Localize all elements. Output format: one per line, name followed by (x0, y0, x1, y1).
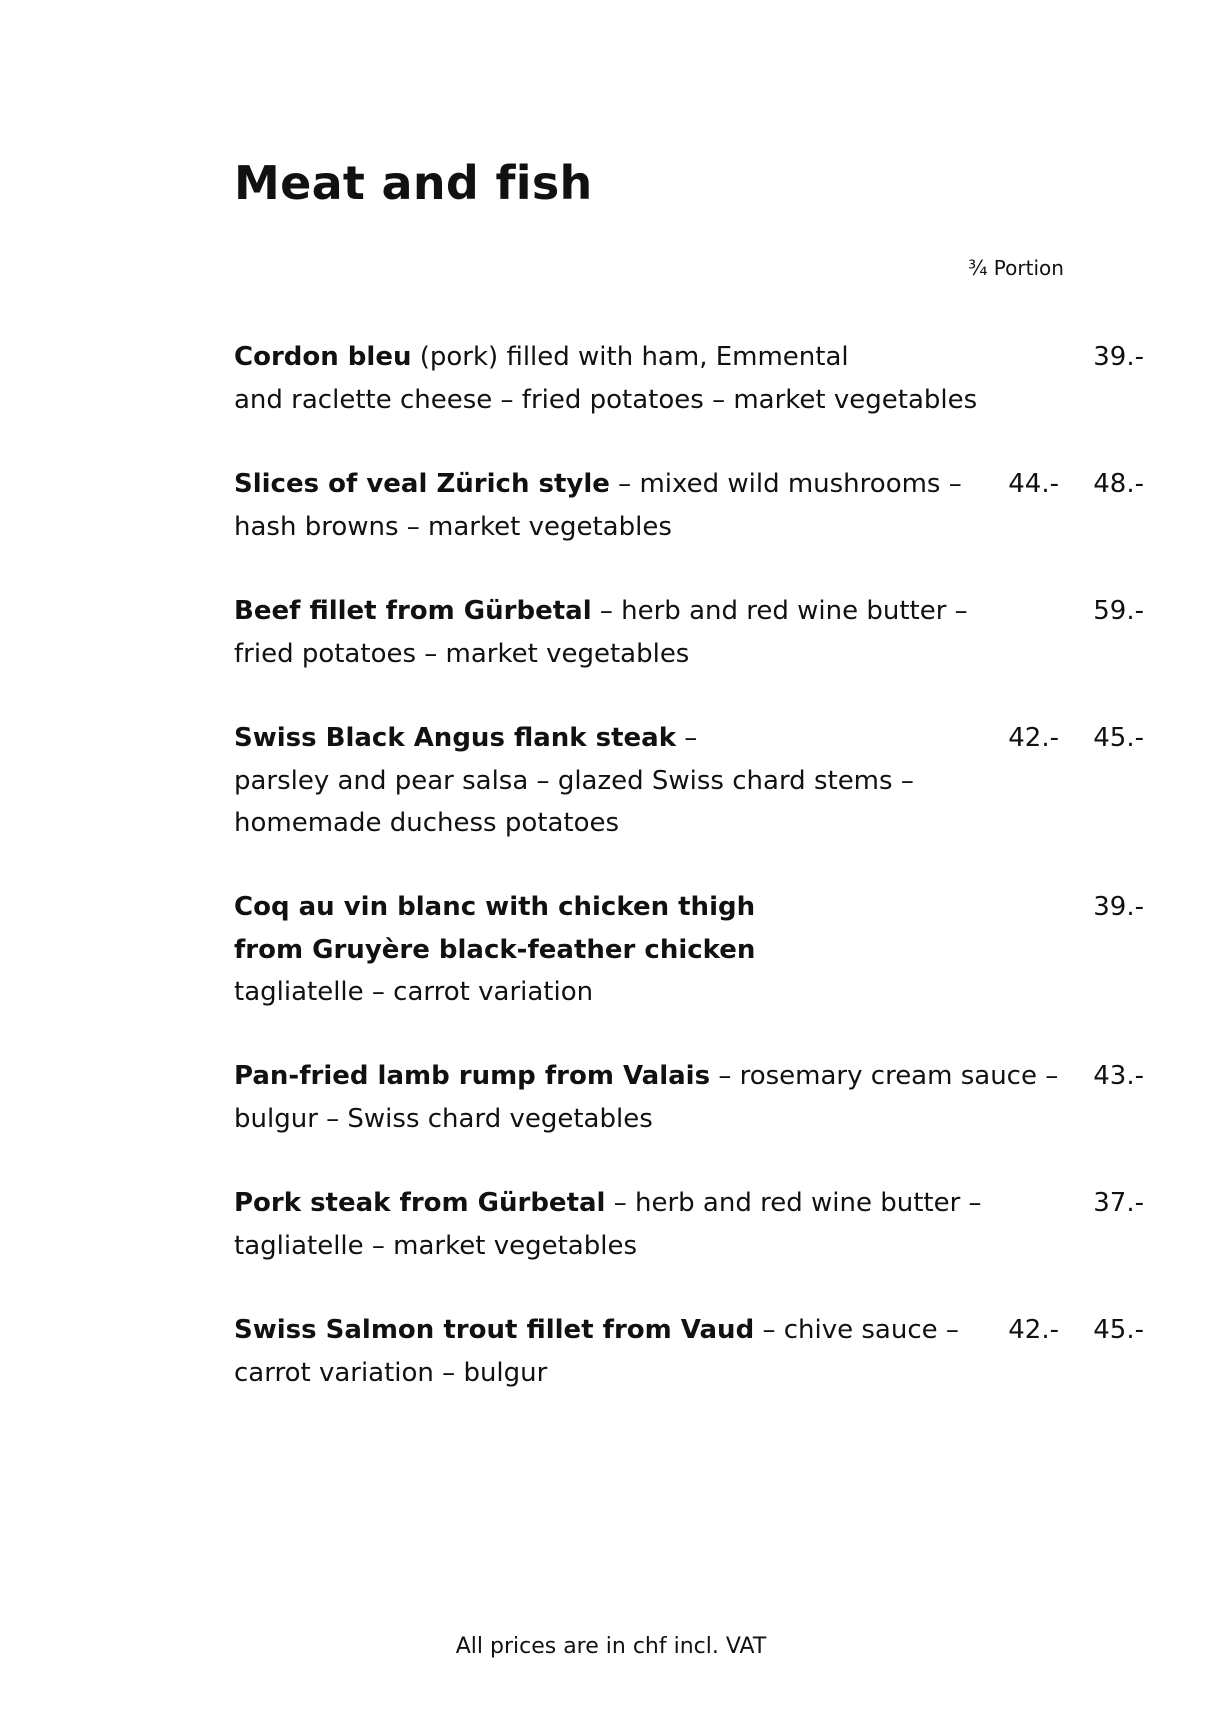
dish-name: Pan-fried lamb rump from Valais (234, 1061, 711, 1091)
portion-price: 42.- (1008, 723, 1059, 753)
portion-column-header: ¾ Portion (968, 256, 1064, 280)
menu-item (234, 886, 1144, 1014)
menu-item (234, 1182, 1144, 1267)
dish-detail: and raclette cheese – fried potatoes – market vegetables (234, 384, 978, 415)
menu-item-description (234, 717, 1064, 845)
description-line (234, 379, 1064, 422)
dish-name: Swiss Black Angus flank steak (234, 723, 677, 753)
dish-detail: – (676, 723, 698, 753)
dish-name: Pork steak from Gürbetal (234, 1188, 606, 1218)
full-price: 45.- (1093, 1315, 1144, 1345)
dish-detail: – mixed wild mushrooms – (609, 469, 962, 499)
description-line (234, 971, 1064, 1014)
full-price: 37.- (1093, 1188, 1144, 1218)
dish-name: Cordon bleu (234, 342, 412, 372)
full-price: 48.- (1093, 469, 1144, 499)
dish-detail: bulgur – Swiss chard vegetables (234, 1103, 653, 1134)
description-line (234, 1098, 1064, 1141)
description-line (234, 1182, 1064, 1225)
description-line (234, 463, 1064, 506)
dish-detail: homemade duchess potatoes (234, 808, 620, 838)
full-price: 43.- (1093, 1061, 1144, 1091)
menu-item-description (234, 336, 1064, 421)
menu-item-description (234, 590, 1064, 675)
description-line (234, 506, 1064, 549)
description-line (234, 886, 1064, 929)
full-price: 39.- (1093, 342, 1144, 372)
menu-item (234, 1309, 1144, 1394)
description-line (234, 802, 1064, 845)
menu-item-description (234, 1309, 1064, 1394)
description-line (234, 336, 1064, 379)
menu-item-description (234, 463, 1064, 548)
menu-item-description (234, 1182, 1064, 1267)
portion-price: 44.- (1008, 469, 1059, 499)
dish-detail: tagliatelle – market vegetables (234, 1230, 637, 1261)
dish-name: Beef fillet from Gürbetal (234, 596, 592, 626)
description-line (234, 633, 1064, 676)
dish-detail: hash browns – market vegetables (234, 511, 672, 542)
full-price: 39.- (1093, 892, 1144, 922)
dish-detail: parsley and pear salsa – glazed Swiss chard stems – (234, 765, 914, 796)
portion-price: 42.- (1008, 1315, 1059, 1345)
description-line (234, 1225, 1064, 1268)
dish-detail: – herb and red wine butter – (591, 596, 968, 626)
menu-item (234, 590, 1144, 675)
dish-detail: – rosemary cream sauce – (710, 1061, 1059, 1091)
dish-detail: (pork) filled with ham, Emmental (411, 342, 849, 372)
footer-note: All prices are in chf incl. VAT (455, 1634, 767, 1659)
description-line (234, 1352, 1064, 1395)
dish-detail: tagliatelle – carrot variation (234, 977, 594, 1007)
menu-item (234, 336, 1144, 421)
description-line (234, 590, 1064, 633)
description-line (234, 1309, 1064, 1352)
full-price: 45.- (1093, 723, 1144, 753)
dish-name: from Gruyère black-feather chicken (234, 934, 756, 965)
dish-name: Slices of veal Zürich style (234, 469, 610, 499)
menu-item (234, 1055, 1144, 1140)
menu-item (234, 463, 1144, 548)
dish-detail: fried potatoes – market vegetables (234, 638, 690, 669)
description-line (234, 760, 1064, 803)
full-price: 59.- (1093, 596, 1144, 626)
description-line (234, 1055, 1064, 1098)
dish-detail: – herb and red wine butter – (605, 1188, 982, 1218)
page-title: Meat and fish (234, 156, 593, 210)
description-line (234, 717, 1064, 760)
menu-item-description (234, 886, 1064, 1014)
dish-name: Swiss Salmon trout fillet from Vaud (234, 1315, 755, 1345)
dish-detail: – chive sauce – (754, 1315, 959, 1345)
menu-item-description (234, 1055, 1064, 1140)
description-line (234, 929, 1064, 972)
menu-item (234, 717, 1144, 845)
dish-name: Coq au vin blanc with chicken thigh (234, 892, 756, 922)
dish-detail: carrot variation – bulgur (234, 1357, 548, 1388)
